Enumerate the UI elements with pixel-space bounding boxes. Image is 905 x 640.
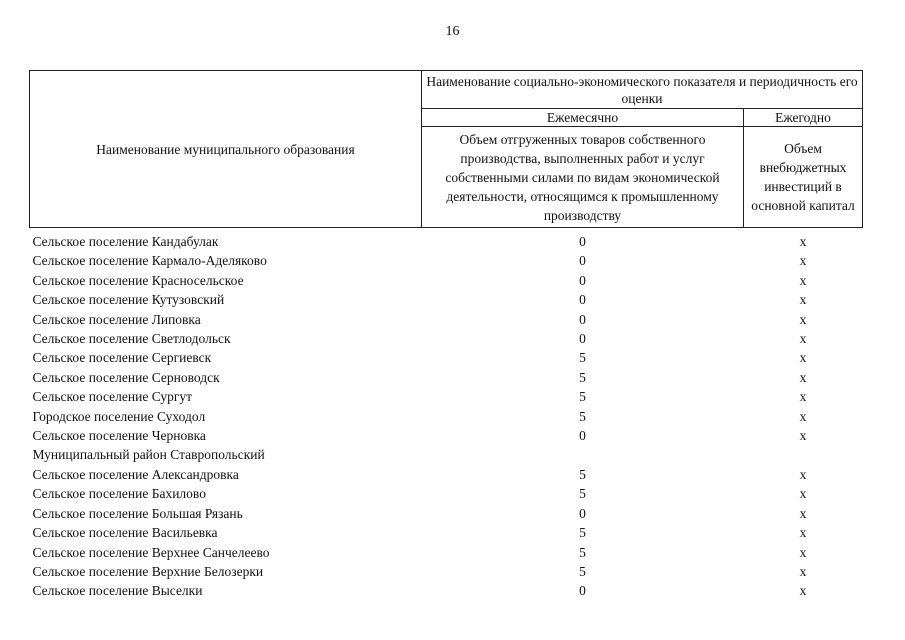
- table-row: [30, 329, 863, 348]
- table-row: [30, 465, 863, 484]
- indicator-table: [29, 70, 863, 601]
- cell-yearly-value: х: [799, 583, 807, 599]
- cell-monthly-value: 5: [579, 544, 586, 560]
- cell-yearly-value: [744, 445, 863, 464]
- cell-municipality-name: Сельское поселение Кандабулак: [32, 234, 219, 249]
- header-yearly: Ежегодно: [744, 109, 863, 127]
- table-row: [30, 271, 863, 290]
- header-monthly-indicator-text: Объем отгруженных товаров собственного производства, выполненных работ и услуг собственными силами по видам экономической деятельности, относящимся к промышленному производству: [445, 131, 720, 223]
- table-row: [30, 251, 863, 270]
- cell-yearly-value: х: [799, 389, 807, 405]
- cell-monthly-value: [422, 445, 744, 464]
- cell-municipality-name: Сельское поселение Верхнее Санчелеево: [32, 544, 270, 560]
- header-monthly-indicator: [422, 127, 744, 228]
- table-row: [30, 310, 863, 329]
- table-row: [30, 523, 863, 542]
- cell-monthly-value: 0: [579, 583, 586, 599]
- cell-yearly-value: х: [799, 428, 807, 444]
- table-row: [30, 232, 863, 251]
- cell-yearly-value: х: [799, 292, 807, 308]
- cell-municipality-name: Сельское поселение Черновка: [32, 428, 206, 444]
- header-yearly-indicator: [744, 127, 863, 228]
- cell-municipality-name: Сельское поселение Сергиевск: [32, 350, 212, 366]
- table-row: [30, 543, 863, 562]
- cell-monthly-value: 5: [579, 350, 586, 366]
- table-row: [30, 387, 863, 406]
- table-row: [30, 290, 863, 309]
- table-row: [30, 368, 863, 387]
- cell-monthly-value: 0: [579, 253, 586, 269]
- cell-monthly-value: 5: [579, 466, 586, 482]
- cell-yearly-value: х: [799, 563, 807, 579]
- cell-municipality-name: Сельское поселение Липовка: [32, 311, 201, 327]
- cell-municipality-name: Сельское поселение Большая Рязань: [32, 505, 243, 521]
- header-indicator-group: Наименование социально-экономического показателя и периодичность его оценки: [422, 71, 863, 109]
- cell-yearly-value: х: [799, 253, 807, 269]
- cell-yearly-value: х: [799, 544, 807, 560]
- cell-monthly-value: 5: [579, 486, 586, 502]
- cell-yearly-value: х: [799, 408, 807, 424]
- cell-monthly-value: 5: [579, 563, 586, 579]
- cell-monthly-value: 5: [579, 389, 586, 405]
- cell-municipality-name: Сельское поселение Александровка: [32, 466, 239, 482]
- cell-monthly-value: 0: [579, 331, 586, 347]
- cell-monthly-value: 5: [579, 408, 586, 424]
- table-body: [30, 228, 863, 601]
- cell-monthly-value: 0: [579, 272, 586, 288]
- header-yearly-indicator-text: Объем внебюджетных инвестиций в основной капитал: [751, 141, 855, 213]
- cell-monthly-value: 0: [579, 428, 586, 444]
- cell-municipality-name: Сельское поселение Кутузовский: [32, 292, 225, 308]
- cell-yearly-value: х: [799, 466, 807, 482]
- cell-yearly-value: х: [799, 350, 807, 366]
- cell-yearly-value: х: [799, 369, 807, 385]
- header-monthly: Ежемесячно: [422, 109, 744, 127]
- header-municipality-name: Наименование муниципального образования: [30, 71, 422, 228]
- cell-municipality-name: Сельское поселение Кармало-Аделяково: [32, 253, 267, 269]
- table-row: [30, 407, 863, 426]
- cell-yearly-value: х: [799, 311, 807, 327]
- table-row: [30, 445, 863, 464]
- cell-municipality-name: Сельское поселение Сургут: [32, 389, 193, 405]
- page-number: 16: [445, 24, 460, 39]
- cell-monthly-value: 5: [579, 525, 586, 541]
- cell-municipality-name: Сельское поселение Красносельское: [32, 272, 244, 288]
- cell-yearly-value: х: [799, 525, 807, 541]
- cell-yearly-value: х: [799, 272, 807, 288]
- cell-yearly-value: х: [799, 331, 807, 347]
- table-row: [30, 562, 863, 581]
- table-row: [30, 348, 863, 367]
- cell-municipality-name: Сельское поселение Бахилово: [32, 486, 206, 502]
- cell-municipality-name: Городское поселение Суходол: [32, 408, 206, 424]
- table-row: [30, 484, 863, 503]
- cell-monthly-value: 0: [579, 311, 586, 327]
- cell-monthly-value: 5: [579, 369, 586, 385]
- cell-municipality-name: Сельское поселение Выселки: [32, 583, 203, 599]
- table-row: [30, 504, 863, 523]
- table-header: [30, 71, 863, 228]
- cell-monthly-value: 0: [579, 292, 586, 308]
- cell-municipality-name: Сельское поселение Верхние Белозерки: [32, 563, 264, 579]
- cell-municipality-name: Сельское поселение Серноводск: [32, 369, 220, 385]
- cell-yearly-value: х: [799, 234, 807, 249]
- cell-yearly-value: х: [799, 486, 807, 502]
- cell-monthly-value: 0: [579, 234, 586, 249]
- cell-municipality-name: Муниципальный район Ставропольский: [32, 447, 265, 463]
- cell-municipality-name: Сельское поселение Светлодольск: [32, 331, 231, 347]
- cell-yearly-value: х: [799, 505, 807, 521]
- table-row: [30, 426, 863, 445]
- cell-municipality-name: Сельское поселение Васильевка: [32, 525, 218, 541]
- table-row: [30, 581, 863, 600]
- cell-monthly-value: 0: [579, 505, 586, 521]
